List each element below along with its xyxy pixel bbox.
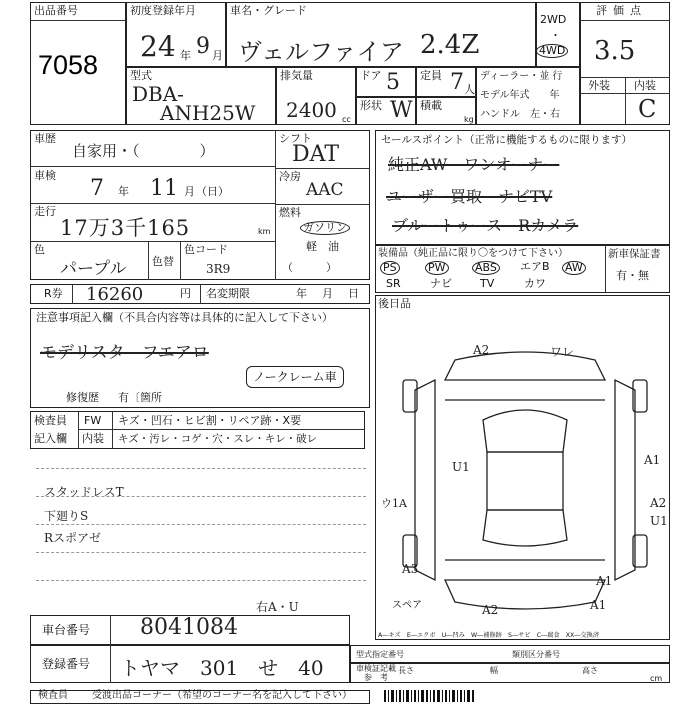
- mark-right-u1: U1: [650, 514, 668, 528]
- fuel-other: （ ）: [282, 261, 337, 274]
- shape-label: 形状: [360, 99, 382, 112]
- capacity-value: 7: [450, 70, 464, 95]
- car-damage-diagram: [395, 340, 655, 620]
- drive-dot: ・: [550, 29, 561, 42]
- warranty-value: 有・無: [616, 269, 649, 282]
- plate-value: トヤマ 301 せ 40: [120, 656, 324, 680]
- chassis-value: 8041084: [140, 615, 238, 640]
- engine-value: 2400: [286, 98, 337, 122]
- recycle-label: R券: [44, 287, 63, 300]
- int-value: C: [638, 95, 657, 123]
- score-value: 3.5: [594, 36, 636, 66]
- inspector-label2: 記入欄: [34, 432, 67, 445]
- plate-label: 登録番号: [42, 657, 91, 671]
- size-length: 長さ: [398, 666, 414, 675]
- chassis-label: 車台番号: [42, 623, 91, 637]
- fw-text: キズ・凹石・ヒビ割・リペア跡・X要: [118, 414, 302, 427]
- history-label: 車歴: [34, 132, 56, 145]
- equip-ps: PS: [380, 261, 400, 275]
- remark-line-1: スタッドレスT: [44, 485, 124, 499]
- mark-rear-right2: A1: [590, 598, 607, 612]
- mark-left-side: ウ1A: [381, 497, 407, 510]
- recycle-unit: 円: [180, 287, 191, 300]
- dealer-text: ディーラー・並 行: [480, 71, 563, 82]
- mileage-unit: km: [258, 227, 271, 236]
- shaken-day-unit: （日）: [196, 185, 229, 198]
- warranty-label: 新車保証書: [608, 248, 661, 260]
- spare-label: スペア: [392, 600, 422, 611]
- equip-sr: SR: [386, 277, 401, 290]
- engine-label: 排気量: [280, 69, 313, 82]
- mark-rear-side: 右A・U: [256, 600, 299, 614]
- car-name: ヴェルファイア: [238, 38, 404, 66]
- no-claim-badge: ノークレーム車: [246, 366, 344, 388]
- shaken-year: 7: [90, 176, 104, 201]
- size-unit: cm: [650, 674, 663, 683]
- capacity-unit: 人: [464, 83, 475, 96]
- equip-pw: PW: [425, 261, 449, 275]
- repair-label: 修復歴: [66, 391, 99, 404]
- color-label: 色: [34, 243, 45, 256]
- history-value: 自家用・（ ）: [72, 142, 215, 160]
- drive-4wd: 4WD: [536, 44, 568, 58]
- name-change-m: 月: [322, 287, 333, 300]
- reg-month-unit: 月: [212, 49, 223, 62]
- mark-left-u: U1: [452, 460, 470, 474]
- name-change-label: 名変期限: [206, 287, 250, 300]
- lot-label: 出品番号: [34, 4, 78, 17]
- color-value: パープル: [60, 259, 127, 279]
- shaken-label: 車検: [34, 169, 56, 182]
- fuel-diesel: 軽 油: [306, 240, 339, 253]
- load-label: 積載: [420, 99, 442, 112]
- ext-label: 外装: [588, 79, 610, 92]
- color-code-label: 色コード: [184, 243, 228, 256]
- ac-label: 冷房: [279, 170, 301, 183]
- equip-aw: AW: [562, 261, 586, 275]
- model-line2: ANH25W: [160, 101, 256, 125]
- size-width: 幅: [490, 666, 498, 675]
- score-label: 評価点: [596, 4, 647, 17]
- mark-rear-left: A3: [402, 562, 419, 576]
- shaken-month: 11: [150, 176, 178, 201]
- inspector-label: 検査員: [34, 414, 67, 427]
- model-line1: DBA-: [132, 82, 184, 106]
- model-label: 型式: [130, 69, 152, 82]
- mark-front-right: ワレ: [550, 345, 575, 359]
- equipment-label: 装備品（純正品に限り〇をつけて下さい）: [378, 248, 568, 259]
- damage-legend: A―キズ E―エクボ U―凹み W―補修跡 S―サビ C―腐食 XX―交換済: [378, 632, 600, 639]
- mark-rear-right: A1: [596, 574, 613, 588]
- mark-front-left: A2: [473, 343, 490, 357]
- mileage-value: 17万3千165: [60, 216, 191, 240]
- equip-navi: ナビ: [430, 277, 452, 290]
- shape-value: W: [390, 98, 413, 123]
- size-label1: 車検証記載: [356, 664, 396, 673]
- ac-value: AAC: [306, 180, 344, 200]
- sales-label: セールスポイント（正常に機能するものに限ります）: [381, 134, 633, 146]
- class-no-label: 類別区分番号: [512, 650, 560, 659]
- notes-label: 注意事項記入欄（不具合内容等は具体的に記入して下さい）: [36, 311, 333, 324]
- reg-date-label: 初度登録年月: [130, 4, 196, 17]
- equip-abs: ABS: [472, 261, 500, 275]
- recycle-value: 16260: [86, 284, 144, 305]
- inner-text: キズ・汚レ・コゲ・穴・スレ・キレ・破レ: [118, 433, 318, 445]
- color-code: 3R9: [206, 262, 231, 276]
- remark-line-3: Rスポアゼ: [44, 531, 101, 545]
- fuel-gasoline: ガソリン: [300, 221, 350, 235]
- footer-text: 受渡出品コーナー（希望のコーナー名を記入して下さい）: [92, 690, 352, 701]
- mark-right-a1: A1: [644, 453, 661, 467]
- color-change-label: 色替: [152, 255, 174, 268]
- inner-label: 内装: [82, 432, 104, 445]
- repair-value: 有〔箇所: [118, 391, 162, 404]
- equip-airbag: エアB: [520, 260, 550, 273]
- doors-label: ドア: [360, 69, 382, 82]
- handle-text: ハンドル 左・右: [480, 109, 560, 120]
- model-year-text: モデル年式 年: [480, 90, 560, 101]
- name-change-d: 日: [348, 287, 359, 300]
- size-label2: 参 考: [364, 673, 388, 682]
- capacity-label: 定員: [420, 69, 442, 82]
- shaken-month-unit: 月: [184, 185, 195, 198]
- load-unit: kg: [464, 115, 474, 124]
- equip-tv: TV: [480, 277, 495, 290]
- size-height: 高さ: [582, 666, 598, 675]
- reg-year-unit: 年: [180, 49, 191, 62]
- int-label: 内装: [634, 79, 656, 92]
- notes-text: モデリスタ フエアロ: [40, 343, 209, 363]
- engine-unit: cc: [342, 115, 351, 124]
- fuel-label: 燃料: [279, 206, 301, 219]
- after-label: 後日品: [378, 297, 411, 310]
- reg-year: 24: [140, 30, 176, 63]
- mark-rear-bottom: A2: [482, 603, 499, 617]
- barcode: [384, 690, 654, 702]
- sales-line2: ユーザー買取 ナビTV: [386, 187, 553, 206]
- lot-number: 7058: [38, 50, 99, 80]
- sales-line1: 純正AW ワンオーナー: [388, 155, 560, 174]
- car-name-label: 車名・グレード: [230, 4, 307, 17]
- name-change-y: 年: [296, 287, 307, 300]
- shift-label: シフト: [279, 132, 312, 145]
- spec-no-label: 型式指定番号: [356, 650, 404, 659]
- drive-2wd: 2WD: [540, 13, 567, 26]
- remark-line-2: 下廻りS: [44, 509, 89, 523]
- footer-label: 検査員: [38, 690, 68, 701]
- sales-line3: ブルートゥース Rカメラ: [392, 216, 579, 235]
- shaken-year-unit: 年: [118, 185, 129, 198]
- equip-leather: カワ: [524, 277, 546, 290]
- mark-right-a2: A2: [650, 496, 667, 510]
- doors-value: 5: [386, 70, 400, 95]
- reg-month: 9: [196, 34, 210, 59]
- fw-label: FW: [84, 414, 102, 427]
- shift-value: DAT: [292, 142, 339, 167]
- car-grade: 2.4Z: [420, 30, 480, 60]
- mileage-label: 走行: [34, 205, 56, 218]
